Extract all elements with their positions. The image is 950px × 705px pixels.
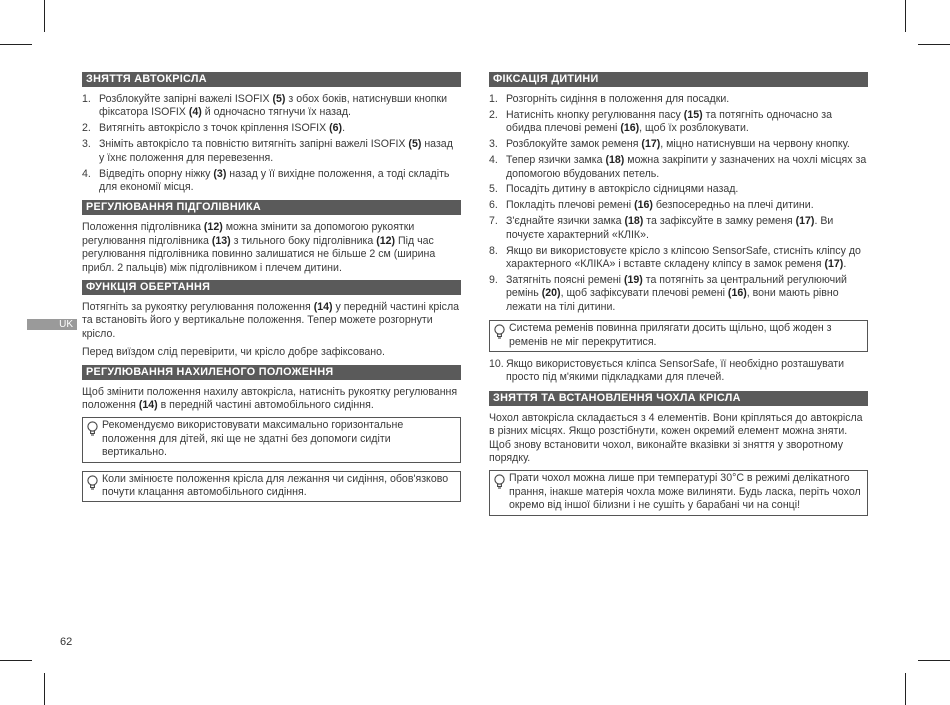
item-number: 3. bbox=[489, 138, 498, 151]
lightbulb-icon bbox=[86, 475, 99, 490]
text-run: Тепер язички замка bbox=[506, 154, 606, 167]
item-number: 2. bbox=[82, 122, 91, 135]
section-title: РЕГУЛЮВАННЯ ПІДГОЛІВНИКА bbox=[82, 200, 461, 215]
paragraph bbox=[489, 412, 868, 466]
item-number: 4. bbox=[489, 154, 498, 167]
list-item bbox=[489, 154, 868, 181]
text-run: Перед виїздом слід перевірити, чи крісло добре зафіксовано. bbox=[82, 346, 385, 359]
text-run: й одночасно тягнучи їх назад. bbox=[201, 106, 351, 119]
part-reference: (5) bbox=[272, 93, 286, 105]
text-run: Покладіть плечові ремені bbox=[506, 199, 635, 212]
section-body bbox=[82, 301, 461, 360]
crop-mark bbox=[905, 673, 906, 705]
part-reference: (20) bbox=[541, 287, 561, 300]
note-text: Коли змінюєте положення крісла для лежання чи сидіння, обов'язково почути клацання автомобільного сидіння. bbox=[102, 472, 449, 499]
item-number: 9. bbox=[489, 273, 498, 286]
part-reference: (17) bbox=[641, 138, 661, 151]
note-text: Рекомендуємо використовувати максимально горизонтальне положення для дітей, які ще не здатні без допомоги сидіти вертикально. bbox=[102, 419, 404, 459]
text-run: Якщо ви використовуєте крісло з кліпсою SensorSafe, стисніть кліпсу до характерного «КЛІКА» і вставте складену кліпсу в замок ременя bbox=[506, 244, 861, 270]
part-reference: (18) bbox=[624, 215, 644, 228]
item-number: 2. bbox=[489, 108, 498, 121]
part-reference: (16) bbox=[727, 287, 747, 300]
text-run: Положення підголівника bbox=[82, 221, 204, 234]
paragraph bbox=[82, 301, 461, 341]
crop-mark bbox=[44, 673, 45, 705]
note-text: Система ременів повинна прилягати досить щільно, щоб жоден з ременів не міг перекрутитися. bbox=[509, 322, 832, 348]
section-title: ЗНЯТТЯ ТА ВСТАНОВЛЕННЯ ЧОХЛА КРІСЛА bbox=[489, 391, 868, 406]
section-title: ЗНЯТТЯ АВТОКРІСЛА bbox=[82, 72, 461, 87]
part-reference: (14) bbox=[138, 399, 158, 411]
crop-mark bbox=[44, 0, 45, 32]
text-run: та зафіксуйте в замку ременя bbox=[643, 215, 796, 228]
list-item bbox=[489, 274, 868, 314]
section-title: ФУНКЦІЯ ОБЕРТАННЯ bbox=[82, 280, 461, 295]
item-number: 4. bbox=[82, 167, 91, 180]
section-body bbox=[489, 412, 868, 466]
tip-note bbox=[82, 471, 461, 503]
paragraph bbox=[82, 346, 461, 359]
list-item bbox=[82, 168, 461, 195]
text-run: та потягніть одночасно за обидва плечові ремені bbox=[506, 108, 833, 135]
part-reference: (14) bbox=[313, 300, 333, 313]
item-number: 3. bbox=[82, 138, 91, 151]
text-run: Потягніть за рукоятку регулювання положення bbox=[82, 300, 314, 313]
text-run: безпосередньо на плечі дитини. bbox=[652, 199, 814, 212]
list-item bbox=[82, 93, 461, 120]
text-run: назад у їхнє положення для перевезення. bbox=[99, 138, 453, 164]
section-body bbox=[82, 221, 461, 275]
text-run: , щоб зафіксувати плечові ремені bbox=[560, 287, 728, 300]
text-run: Розблокуйте замок ременя bbox=[506, 138, 642, 151]
part-reference: (12) bbox=[203, 221, 223, 234]
language-tab: UK bbox=[27, 319, 77, 330]
text-run: Зніміть автокрісло та повністю витягніть запірні важелі ISOFIX bbox=[99, 138, 409, 151]
crop-mark bbox=[0, 660, 32, 661]
part-reference: (5) bbox=[408, 138, 422, 151]
item-number: 7. bbox=[489, 215, 498, 228]
part-reference: (18) bbox=[605, 154, 625, 167]
text-run: назад у її вихідне положення, а тоді складіть для економії місця. bbox=[99, 167, 450, 193]
section-title: РЕГУЛЮВАННЯ НАХИЛЕНОГО ПОЛОЖЕННЯ bbox=[82, 365, 461, 380]
text-run: з обох боків, натиснувши кнопки фіксатора ISOFIX bbox=[99, 93, 448, 119]
text-run: у передній частині крісла та встановіть його у вертикальне положення. Тепер можете розгорнути крісло. bbox=[82, 300, 460, 340]
section-body bbox=[82, 386, 461, 413]
item-number: 1. bbox=[489, 93, 498, 105]
tip-note bbox=[489, 320, 868, 352]
list-item bbox=[489, 245, 868, 272]
text-run: та потягніть за центральний регулюючий ремінь bbox=[506, 273, 847, 300]
list-item bbox=[489, 109, 868, 136]
text-run: з тильного боку підголівника bbox=[230, 234, 377, 247]
right-column bbox=[489, 72, 868, 522]
text-run: Відведіть опорну ніжку bbox=[99, 167, 214, 180]
item-number: 6. bbox=[489, 199, 498, 212]
part-reference: (6) bbox=[329, 122, 343, 135]
lightbulb-icon bbox=[86, 421, 99, 436]
text-run: в передній частині автомобільного сидіння. bbox=[157, 399, 374, 411]
item-number: 8. bbox=[489, 244, 498, 257]
text-run: можна закріпити у зазначених на чохлі місцях за допомогою вбудованих петель. bbox=[506, 154, 867, 180]
steps-list bbox=[489, 358, 868, 385]
paragraph bbox=[82, 221, 461, 275]
part-reference: (17) bbox=[795, 215, 815, 228]
page-number: 62 bbox=[60, 636, 73, 648]
paragraph bbox=[82, 386, 461, 413]
item-number: 5. bbox=[489, 183, 498, 196]
left-column bbox=[82, 72, 461, 508]
list-item bbox=[489, 358, 868, 385]
tip-note bbox=[489, 470, 868, 515]
part-reference: (4) bbox=[188, 106, 202, 119]
part-reference: (16) bbox=[620, 122, 640, 135]
list-item bbox=[489, 138, 868, 151]
list-item bbox=[489, 215, 868, 242]
text-run: Під час регулювання підголівника повинно залишатися не більше 2 см (ширина прибл. 2 пальців) між підголівником і плечем дитини. bbox=[82, 234, 436, 274]
list-item bbox=[489, 93, 868, 106]
text-run: Затягніть поясні ремені bbox=[506, 273, 624, 286]
note-text: Прати чохол можна лише при температурі 30°C в режимі делікатного прання, інакше матерія чохла може вилиняти. Будь ласка, періть чохол окремо від іншої білизни і не сушіть у барабані чи на сонці! bbox=[509, 472, 861, 512]
crop-mark bbox=[905, 0, 906, 32]
lightbulb-icon bbox=[493, 324, 506, 339]
part-reference: (13) bbox=[211, 234, 231, 247]
text-run: Чохол автокрісла складається з 4 елементів. Вони кріпляться до автокрісла в різних місцях. Якщо розстібнути, кожен окремий елемент можна зняти. Щоб знову встановити чохол, виконайте вказівки зі зняття у зворотному порядку. bbox=[489, 411, 863, 464]
text-run: , міцно натиснувши на червону кнопку. bbox=[660, 138, 850, 151]
text-run: Натисніть кнопку регулювання пасу bbox=[506, 108, 684, 121]
part-reference: (12) bbox=[376, 234, 396, 247]
text-run: Розгорніть сидіння в положення для посадки. bbox=[506, 93, 730, 105]
text-run: Розблокуйте запірні важелі ISOFIX bbox=[99, 93, 273, 105]
list-item bbox=[82, 122, 461, 135]
text-run: Якщо використовується кліпса SensorSafe, її необхідно розташувати просто під м'якими підкладками для плечей. bbox=[506, 357, 845, 384]
item-number: 10. bbox=[489, 357, 504, 370]
section-title: ФІКСАЦІЯ ДИТИНИ bbox=[489, 72, 868, 87]
text-run: З'єднайте язички замка bbox=[506, 215, 625, 228]
list-item bbox=[489, 199, 868, 212]
steps-list bbox=[82, 93, 461, 194]
text-run: . Ви почуєте характерний «КЛІК». bbox=[506, 215, 834, 241]
part-reference: (19) bbox=[623, 273, 643, 286]
crop-mark bbox=[918, 44, 950, 45]
lightbulb-icon bbox=[493, 474, 506, 489]
text-run: . bbox=[843, 257, 847, 270]
list-item bbox=[489, 183, 868, 196]
text-run: Посадіть дитину в автокрісло сідницями назад. bbox=[506, 183, 739, 196]
tip-note bbox=[82, 417, 461, 462]
text-run: , вони мають рівно лежати на тілі дитини. bbox=[506, 287, 839, 313]
text-run: , щоб їх розблокувати. bbox=[639, 122, 749, 135]
text-run: Щоб змінити положення нахилу автокрісла, натисніть рукоятку регулювання положення bbox=[82, 385, 458, 411]
text-run: . bbox=[342, 122, 346, 135]
list-item bbox=[82, 138, 461, 165]
part-reference: (17) bbox=[824, 257, 844, 270]
item-number: 1. bbox=[82, 93, 91, 105]
part-reference: (16) bbox=[634, 199, 653, 212]
crop-mark bbox=[0, 44, 32, 45]
part-reference: (3) bbox=[213, 167, 227, 180]
part-reference: (15) bbox=[683, 108, 703, 121]
text-run: Витягніть автокрісло з точок кріплення ISOFIX bbox=[99, 122, 330, 135]
steps-list bbox=[489, 93, 868, 314]
crop-mark bbox=[918, 660, 950, 661]
text-run: можна змінити за допомогою рукоятки регулювання підголівника bbox=[82, 221, 415, 247]
